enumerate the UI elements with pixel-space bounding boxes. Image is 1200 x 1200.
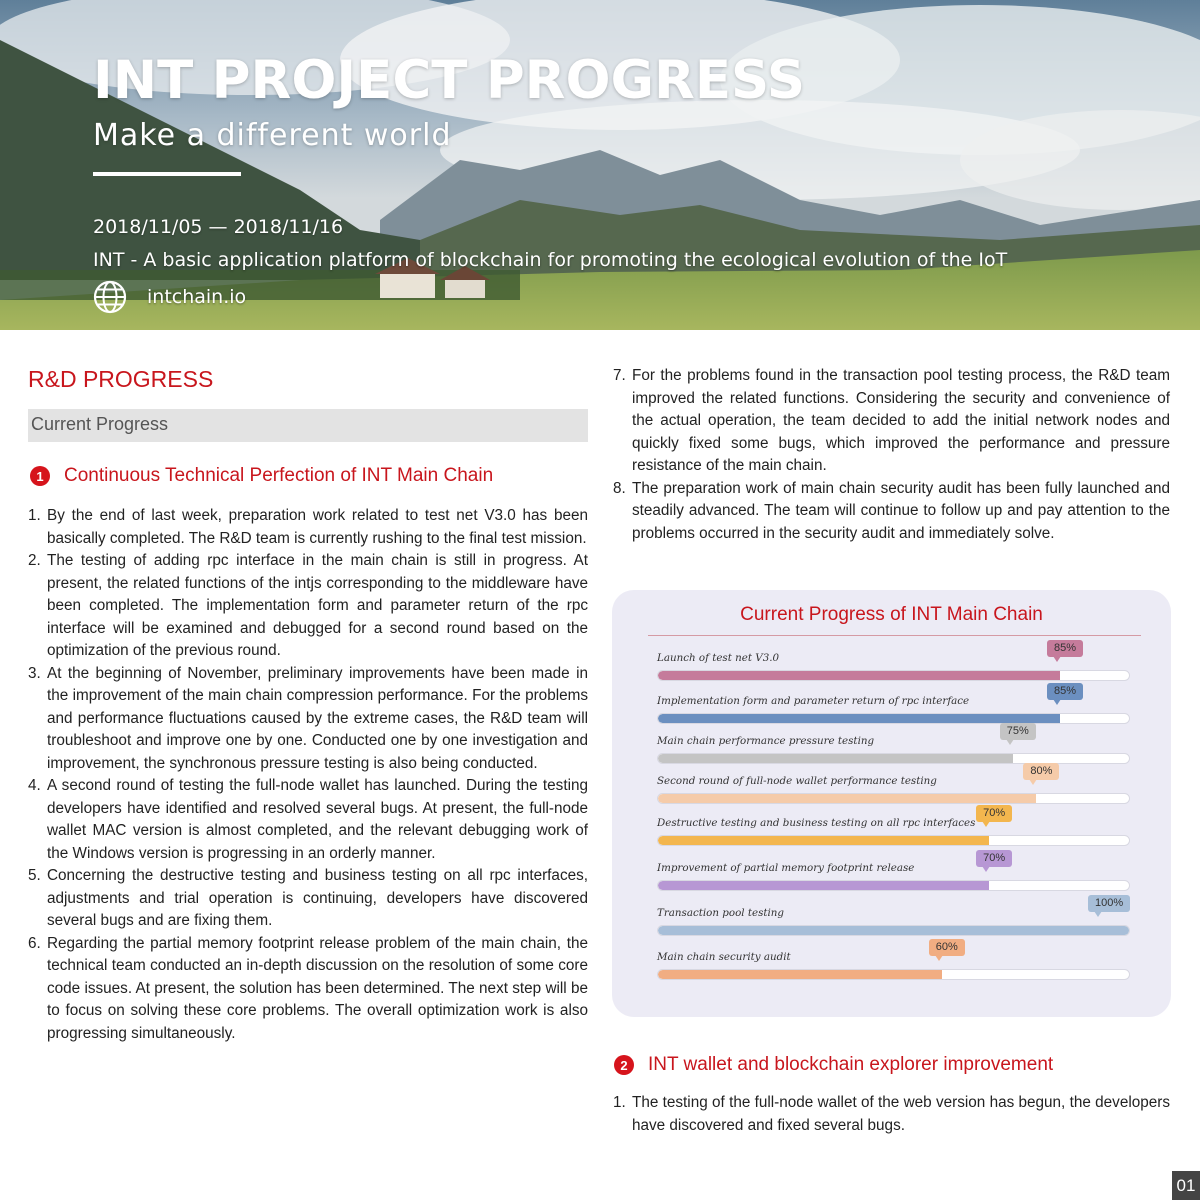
bar-label: Transaction pool testing	[657, 907, 785, 919]
bar-label: Improvement of partial memory footprint release	[657, 862, 915, 874]
list-item: 3. At the beginning of November, preliminary improvements have been made in the improvement of the main chain compression performance. For the problems and performance fluctuations caused by the extreme cases, the R&D team will troubleshoot and improve one by one. Conducted one by one investigation and improvement, the synchronous pressure testing is also being conducted.	[28, 664, 588, 772]
bar-track	[657, 925, 1130, 936]
bar-value-label: 60%	[929, 939, 965, 956]
chart-title-rule	[648, 635, 1141, 636]
chart-bar-row	[657, 941, 1130, 991]
chart-bar-row	[657, 765, 1130, 815]
part1-list-right	[613, 365, 1170, 545]
hero-description: INT - A basic application platform of blockchain for promoting the ecological evolution of the IoT	[93, 249, 1008, 271]
bar-label: Destructive testing and business testing on all rpc interfaces	[657, 817, 976, 829]
bar-value-label: 70%	[976, 805, 1012, 822]
hero-subtitle: Make a different world	[93, 118, 452, 153]
bar-value-label: 100%	[1088, 895, 1130, 912]
bar-value-label: 70%	[976, 850, 1012, 867]
chart-bar-row	[657, 725, 1130, 775]
list-item: 6. Regarding the partial memory footprint release problem of the main chain, the technical team conducted an in-depth discussion on the resolution of some core code issues. At present, the solution has been determined. The next step will be to focus on solving these core problems. The overall optimization work is also progressing simultaneously.	[28, 934, 588, 1042]
section-title: R&D PROGRESS	[28, 366, 214, 392]
bar-track	[657, 713, 1130, 724]
bar-fill	[658, 970, 942, 979]
hero-underline	[93, 172, 241, 176]
part1-title: Continuous Technical Perfection of INT Main Chain	[64, 465, 494, 486]
bar-track	[657, 670, 1130, 681]
chart-bar-row	[657, 807, 1130, 857]
bar-fill	[658, 754, 1013, 763]
hero-date-range: 2018/11/05 — 2018/11/16	[93, 216, 344, 238]
bar-track	[657, 969, 1130, 980]
bar-label: Main chain performance pressure testing	[657, 735, 875, 747]
bar-track	[657, 753, 1130, 764]
chart-bar-row	[657, 897, 1130, 947]
bar-fill	[658, 794, 1036, 803]
bar-value-label: 85%	[1047, 640, 1083, 657]
list-item: 8. The preparation work of main chain security audit has been fully launched and steadily advanced. The team will continue to follow up and pay attention to the problems occurred in the security audit and immediately solve.	[613, 479, 1170, 542]
bar-value-label: 75%	[1000, 723, 1036, 740]
list-item: 5. Concerning the destructive testing and business testing on all rpc interfaces, adjustments and trial operation is continuing, developers have discovered several bugs and are fixing them.	[28, 867, 588, 929]
hero-banner	[0, 0, 1200, 330]
bar-label: Implementation form and parameter return of rpc interface	[657, 695, 970, 707]
list-item: 7. For the problems found in the transaction pool testing process, the R&D team improved the related functions. Considering the security and convenience of the actual operation, the team decided to add the initial network nodes and quickly fixed some bugs, which improved the performance and pressure resistance of the main chain.	[613, 367, 1170, 474]
bar-track	[657, 793, 1130, 804]
part1-heading	[30, 465, 493, 487]
progress-chart-card	[612, 590, 1171, 1017]
chart-bar-row	[657, 852, 1130, 902]
website-link[interactable]: intchain.io	[147, 286, 247, 308]
bar-track	[657, 835, 1130, 846]
bar-label: Main chain security audit	[657, 951, 791, 963]
bar-value-label: 85%	[1047, 683, 1083, 700]
bar-label: Launch of test net V3.0	[657, 652, 780, 664]
list-item: 4. A second round of testing the full-node wallet has launched. During the testing developers have identified and resolved several bugs. At present, the full-node wallet MAC version is almost completed, and the relevant debugging work of the Windows version is progressing in an orderly manner.	[28, 777, 588, 862]
bar-track	[657, 880, 1130, 891]
chart-title: Current Progress of INT Main Chain	[740, 604, 1043, 625]
part2-list	[613, 1092, 1170, 1137]
bar-value-label: 80%	[1023, 763, 1059, 780]
part1-list-left	[28, 505, 588, 1045]
list-item: 1. By the end of last week, preparation work related to test net V3.0 has been basically completed. The R&D team is currently rushing to the final test mission.	[28, 507, 588, 547]
bar-fill	[658, 926, 1130, 935]
bar-label: Second round of full-node wallet performance testing	[657, 775, 937, 787]
list-item: 1. The testing of the full-node wallet of the web version has begun, the developers have discovered and fixed several bugs.	[613, 1094, 1170, 1134]
part2-title: INT wallet and blockchain explorer improvement	[648, 1054, 1054, 1075]
bar-fill	[658, 881, 989, 890]
current-progress-bar: Current Progress	[28, 409, 588, 442]
bar-fill	[658, 836, 989, 845]
number-badge-icon: 1	[30, 466, 50, 486]
page-number: 01	[1172, 1171, 1200, 1200]
bar-fill	[658, 714, 1060, 723]
list-item: 2. The testing of adding rpc interface in the main chain is still in progress. At present, the related functions of the intjs corresponding to the middleware have been completed. The implementation form and parameter return of the rpc interface will be examined and debugged for a second round based on the optimization of the previous round.	[28, 552, 588, 659]
hero-website[interactable]	[93, 280, 246, 314]
bar-fill	[658, 671, 1060, 680]
chart-bar-row	[657, 685, 1130, 735]
part2-heading	[614, 1054, 1053, 1076]
number-badge-icon: 2	[614, 1055, 634, 1075]
hero-title: INT PROJECT PROGRESS	[93, 50, 806, 111]
globe-icon	[93, 280, 127, 314]
